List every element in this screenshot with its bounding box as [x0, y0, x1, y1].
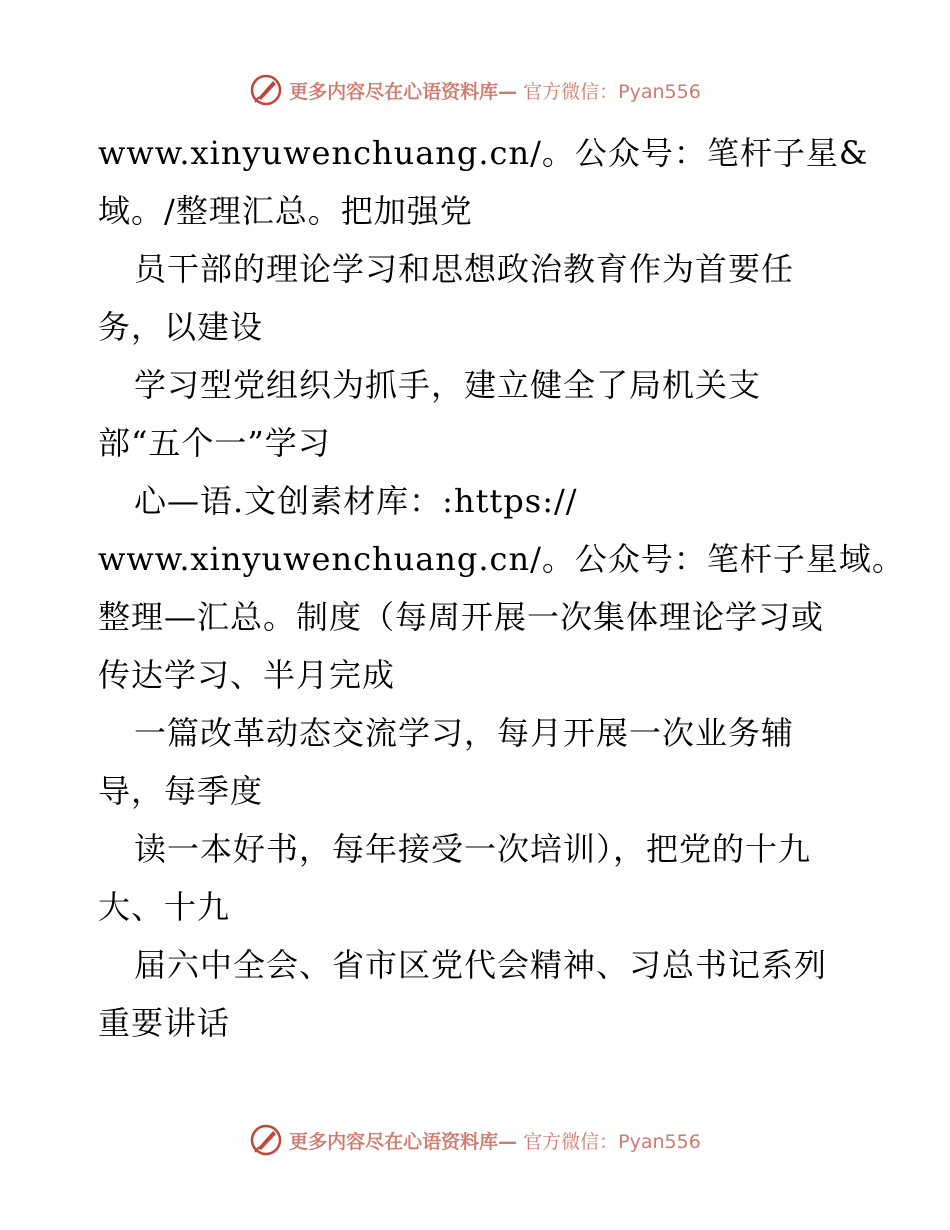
body-line: 整理—汇总。制度（每周开展一次集体理论学习或	[98, 598, 825, 636]
footer-wechat-text: 官方微信：Pyan556	[523, 1130, 701, 1153]
body-line: 一篇改革动态交流学习，每月开展一次业务辅	[134, 714, 795, 752]
footer-watermark-banner	[0, 1120, 950, 1160]
body-line: 读一本好书，每年接受一次培训），把党的十九	[134, 830, 812, 868]
body-line: 导，每季度	[98, 772, 264, 810]
footer-banner-text: 更多内容尽在心语资料库—	[289, 1130, 518, 1153]
body-line: 域。/整理汇总。把加强党	[98, 192, 473, 230]
body-line: 届六中全会、省市区党代会精神、习总书记系列	[134, 946, 828, 984]
body-line: 学习型党组织为抓手，建立健全了局机关支	[134, 366, 762, 404]
body-line: www.xinyuwenchuang.cn/。公众号：笔杆子星域。	[98, 540, 905, 578]
body-line: 重要讲话	[98, 1004, 231, 1042]
body-line: 心—语.文创素材库：:https://	[134, 482, 578, 520]
header-wechat-text: 官方微信：Pyan556	[523, 80, 701, 103]
body-line: 务，以建设	[98, 308, 264, 346]
body-line: 员干部的理论学习和思想政治教育作为首要任	[134, 250, 795, 288]
body-line: 传达学习、半月完成	[98, 656, 396, 694]
header-banner-text: 更多内容尽在心语资料库—	[289, 80, 518, 103]
quill-pen-logo-icon	[249, 73, 283, 107]
quill-pen-logo-icon	[249, 1123, 283, 1157]
body-line: 大、十九	[98, 888, 231, 926]
body-line: www.xinyuwenchuang.cn/。公众号：笔杆子星&	[98, 134, 869, 172]
header-watermark-banner	[0, 70, 950, 110]
body-line: 部“五个一”学习	[98, 424, 331, 462]
document-body	[98, 124, 905, 1052]
